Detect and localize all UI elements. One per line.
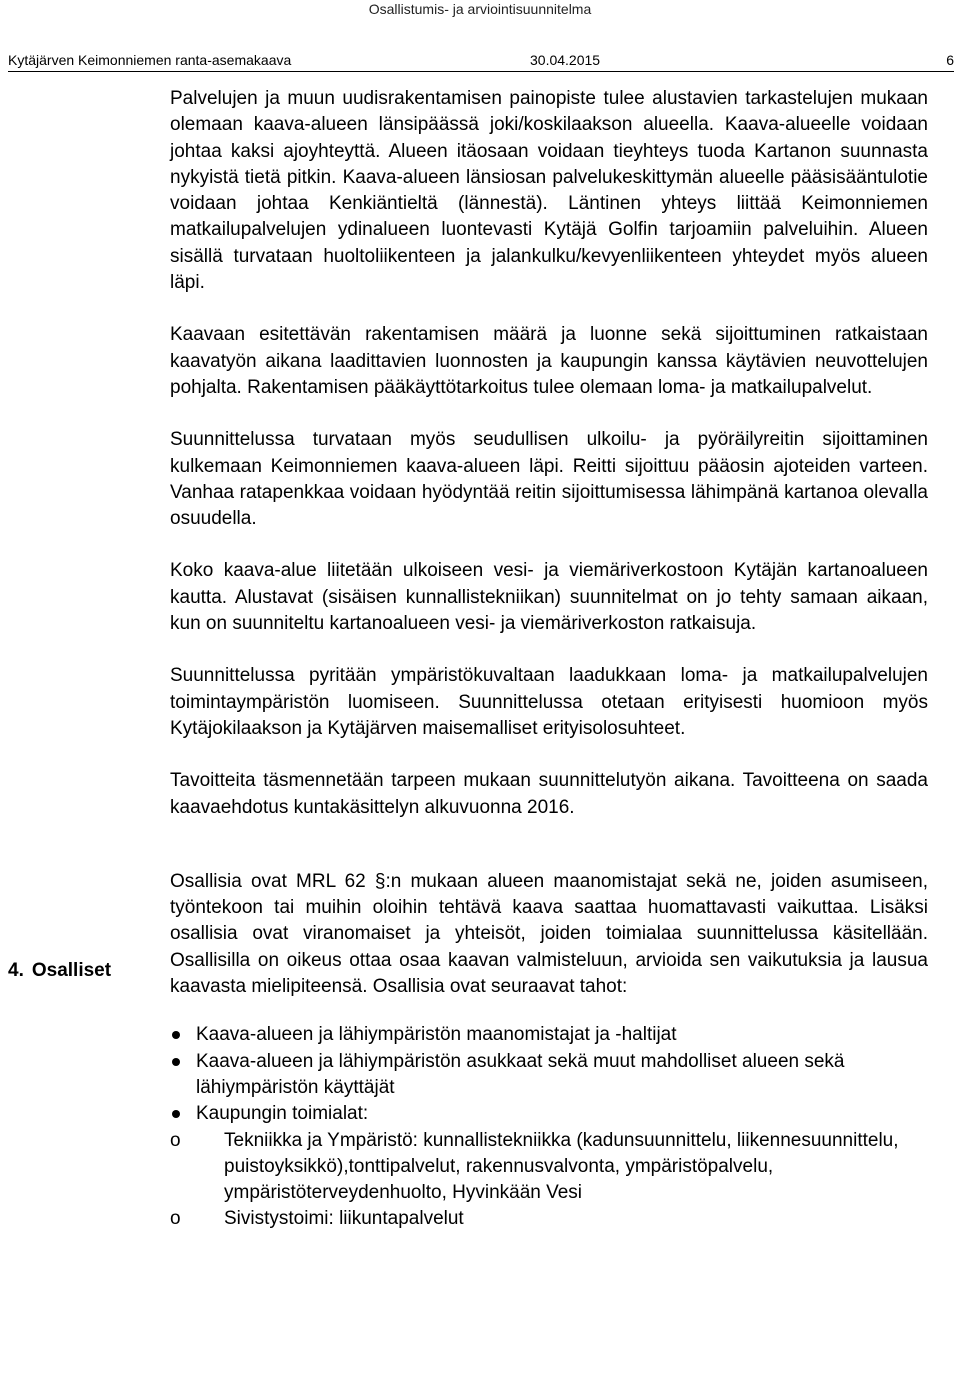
header-date: 30.04.2015 xyxy=(530,52,601,68)
section-heading xyxy=(8,958,119,984)
section-intro: Osallisia ovat MRL 62 §:n mukaan alueen maanomistajat sekä ne, joiden asumiseen, työntekoon tai muihin oloihin tehtävä kaava saattaa huomattavasti vaikuttaa. Lisäksi osallisia ovat viranomaiset ja yhteisöt, joiden toimialaa suunnittelussa käsitellään. Osallisilla on oikeus ottaa osaa kaavan valmisteluun, arvioida sen vaikutuksia ja lausua kaavasta mielipiteensä. Osallisia ovat seuraavat tahot: xyxy=(170,870,928,998)
document-title: Osallistumis- ja arviointisuunnitelma xyxy=(368,1,592,17)
paragraph: Palvelujen ja muun uudisrakentamisen painopiste tulee alustavien tarkastelujen mukaan olemaan kaava-alueen länsipäässä joki/koskilaakson alueella. Kaava-alueelle voidaan johtaa kaksi ajoyhteyttä. Alueen itäosaan voidaan tieyhteys tuoda Kartanon suunnasta nykyistä tietä pitkin. Kaava-alueen länsiosan palvelukeskittymän alueelle pääsisääntulotie voidaan johtaa Kenkiäntieltä (lännestä). Läntinen yhteys liittää Keimonniemen matkailupalvelujen ydinalueen luontevasti Kytäjä Golfin tarjoamiin palveluihin. Alueen sisällä turvataan huoltoliikenteen ja jalankulku/kevyenliikenteen yhteydet myös alueen läpi. xyxy=(170,88,928,294)
paragraph: Koko kaava-alue liitetään ulkoiseen vesi- ja viemäriverkostoon Kytäjän kartanoalueen kautta. Alustavat (sisäisen kunnallistekniikan) suunnitelmat on jo tehty samaan aikaan, kun on suunniteltu kartanoalueen vesi- ja viemäriverkoston ratkaisuja. xyxy=(170,560,928,635)
list-item: Kaava-alueen ja lähiympäristön asukkaat sekä muut mahdolliset alueen sekä lähiympäristön käyttäjät xyxy=(170,1049,928,1102)
project-name: Kytäjärven Keimonniemen ranta-asemakaava xyxy=(8,52,292,68)
paragraph: Tavoitteita täsmennetään tarpeen mukaan suunnittelutyön aikana. Tavoitteena on saada kaavaehdotus kuntakäsittelyn alkuvuonna 2016. xyxy=(170,770,928,818)
sub-list-item: o Tekniikka ja Ympäristö: kunnallistekniikka (kadunsuunnittelu, liikennesuunnittelu, puistoyksikkö),tonttipalvelut, rakennusvalvonta, ympäristöpalvelu, ympäristöterveydenhuolto, Hyvinkään Vesi xyxy=(170,1128,928,1207)
running-header xyxy=(8,51,954,72)
section-title: Osalliset xyxy=(31,960,112,981)
sub-list-item: o Sivistystoimi: liikuntapalvelut xyxy=(170,1206,928,1232)
paragraph: Suunnittelussa turvataan myös seudullisen ulkoilu- ja pyöräilyreitin sijoittaminen kulkemaan Keimonniemen kaava-alueen läpi. Reitti sijoittuu pääosin ajoteiden varteen. Vanhaa ratapenkkaa voidaan hyödyntää reitin sijoittumisessa lähimpänä kartanoa olevalla osuudella. xyxy=(170,429,928,530)
page-number: 6 xyxy=(946,52,954,68)
main-content xyxy=(170,86,928,1233)
list-item: Kaupungin toimialat: xyxy=(170,1101,928,1127)
list-item: Kaava-alueen ja lähiympäristön maanomistajat ja -haltijat xyxy=(170,1022,928,1048)
paragraph: Suunnittelussa pyritään ympäristökuvaltaan laadukkaan loma- ja matkailupalvelujen toimintaympäristön luomiseen. Suunnittelussa otetaan erityisesti huomioon myös Kytäjokilaakson ja Kytäjärven maisemalliset erityisolosuhteet. xyxy=(170,665,928,739)
paragraph: Kaavaan esitettävän rakentamisen määrä ja luonne sekä sijoittuminen ratkaistaan kaavatyön aikana laadittavien luonnosten ja kaupungin kanssa käytävien neuvottelujen pohjalta. Rakentamisen pääkäyttötarkoitus tulee olemaan loma- ja matkailupalvelut. xyxy=(170,324,928,398)
section-number: 4. xyxy=(8,960,24,981)
sub-list xyxy=(170,1128,928,1233)
stakeholder-list xyxy=(170,1022,928,1127)
